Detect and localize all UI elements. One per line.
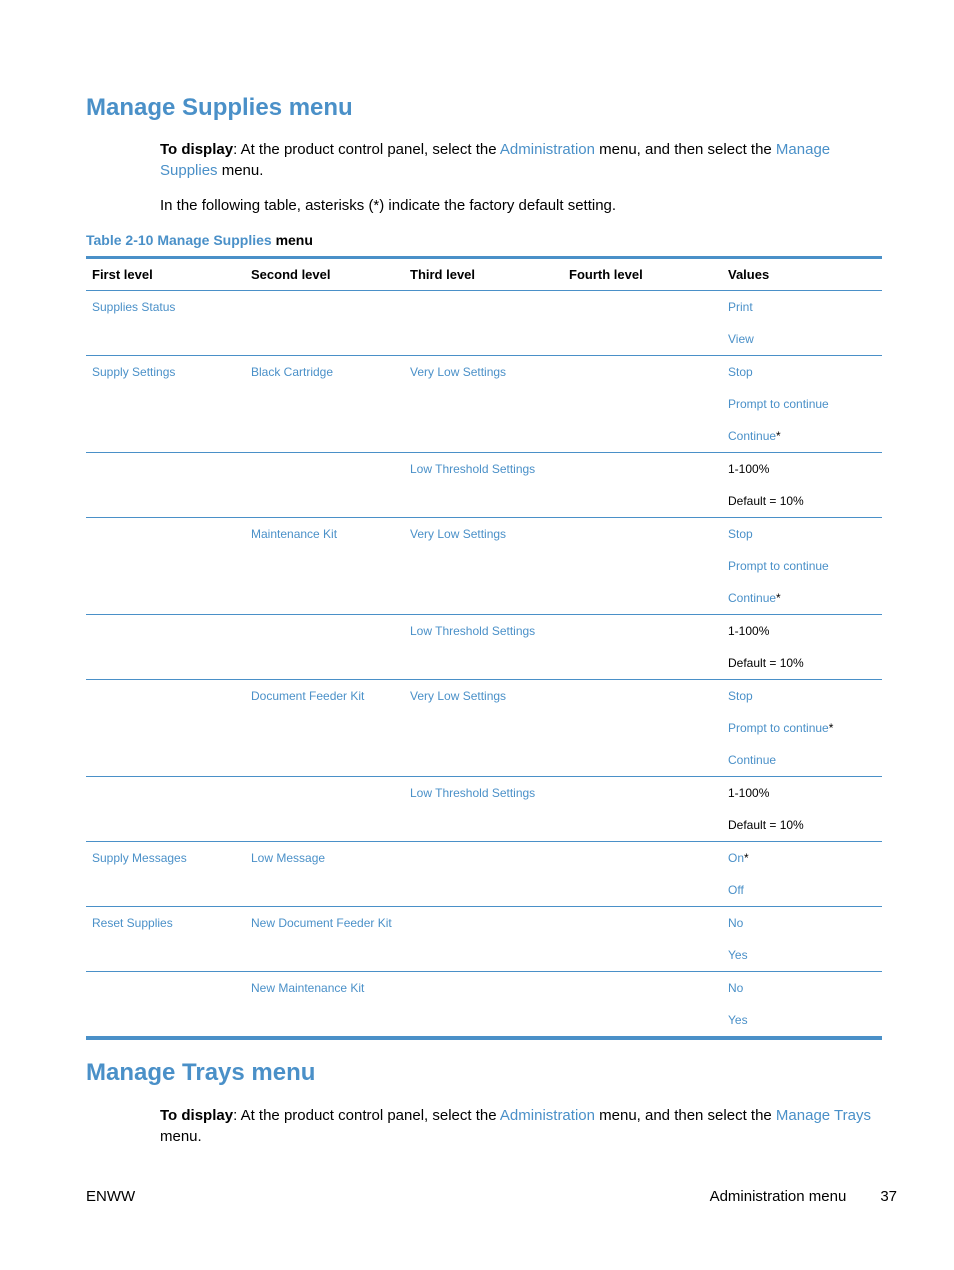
values-cell (722, 972, 882, 1039)
value-prompt-to-continue[interactable]: Prompt to continue (728, 397, 829, 411)
values-cell (722, 291, 882, 356)
text: menu. (160, 1128, 202, 1145)
text: : At the product control panel, select the (233, 141, 500, 158)
table-cell (404, 842, 563, 907)
value-off[interactable]: Off (728, 883, 744, 897)
footer-right (710, 1188, 897, 1205)
table-row (86, 356, 882, 453)
value-yes[interactable]: Yes (728, 948, 748, 962)
header-first-level: First level (86, 258, 245, 291)
section-title-manage-trays: Manage Trays menu (86, 1059, 316, 1086)
value-no[interactable]: No (728, 981, 744, 995)
value-view[interactable]: View (728, 332, 754, 346)
table-row (86, 453, 882, 518)
menu-item-supply-messages[interactable]: Supply Messages (86, 842, 245, 907)
footer-left: ENWW (86, 1188, 136, 1205)
table-cell (86, 453, 245, 518)
table-row (86, 907, 882, 972)
value-prompt-to-continue[interactable]: Prompt to continue (728, 721, 829, 735)
values-cell (722, 453, 882, 518)
menu-item-low-threshold-settings[interactable]: Low Threshold Settings (404, 453, 563, 518)
values-cell (722, 777, 882, 842)
value-continue[interactable]: Continue (728, 591, 777, 605)
header-values: Values (722, 258, 882, 291)
value-range: 1-100% (728, 786, 770, 800)
value-prompt-to-continue[interactable]: Prompt to continue (728, 559, 829, 573)
header-third-level: Third level (404, 258, 563, 291)
default-asterisk: * (828, 721, 834, 735)
footer-section: Administration menu (709, 1188, 847, 1205)
values-cell (722, 907, 882, 972)
administration-link[interactable]: Administration (499, 141, 595, 158)
default-asterisk: * (776, 591, 781, 605)
value-print[interactable]: Print (728, 300, 753, 314)
menu-item-low-message[interactable]: Low Message (245, 842, 404, 907)
to-display-paragraph-supplies (160, 139, 880, 181)
value-on[interactable]: On (728, 851, 745, 865)
value-stop[interactable]: Stop (728, 527, 753, 541)
section-title-manage-supplies: Manage Supplies menu (86, 94, 353, 121)
table-cell (245, 777, 404, 842)
table-cell (563, 615, 722, 680)
table-cell (404, 907, 563, 972)
text: : At the product control panel, select the (233, 1107, 500, 1124)
menu-item-supplies-status[interactable]: Supplies Status (86, 291, 245, 356)
text: menu, and then select the (594, 141, 776, 158)
table-cell (563, 972, 722, 1039)
default-note: In the following table, asterisks (*) indicate the factory default setting. (160, 197, 617, 214)
menu-item-very-low-settings[interactable]: Very Low Settings (404, 356, 563, 453)
value-default: Default = 10% (728, 818, 804, 832)
table-cell (563, 453, 722, 518)
menu-item-very-low-settings[interactable]: Very Low Settings (404, 680, 563, 777)
header-second-level: Second level (245, 258, 404, 291)
table-row (86, 291, 882, 356)
administration-link[interactable]: Administration (499, 1107, 595, 1124)
table-caption: Table 2-10 Manage Supplies menu (86, 232, 313, 248)
table-cell (563, 518, 722, 615)
value-continue[interactable]: Continue (728, 753, 777, 767)
menu-item-black-cartridge[interactable]: Black Cartridge (245, 356, 404, 453)
table-cell (86, 518, 245, 615)
value-continue[interactable]: Continue (728, 429, 777, 443)
value-default: Default = 10% (728, 494, 804, 508)
values-cell (722, 356, 882, 453)
page-number: 37 (880, 1188, 897, 1205)
table-cell (245, 615, 404, 680)
header-fourth-level: Fourth level (563, 258, 722, 291)
value-stop[interactable]: Stop (728, 365, 753, 379)
table-row (86, 777, 882, 842)
to-display-label: To display (160, 141, 234, 158)
values-cell (722, 518, 882, 615)
table-row (86, 518, 882, 615)
manage-supplies-link[interactable]: Manage Supplies (160, 141, 831, 179)
values-cell (722, 680, 882, 777)
menu-item-low-threshold-settings[interactable]: Low Threshold Settings (404, 777, 563, 842)
table-cell (563, 907, 722, 972)
menu-item-new-document-feeder-kit[interactable]: New Document Feeder Kit (245, 907, 404, 972)
table-cell (86, 680, 245, 777)
table-cell (245, 291, 404, 356)
value-default: Default = 10% (728, 656, 804, 670)
values-cell (722, 615, 882, 680)
table-cell (563, 777, 722, 842)
value-yes[interactable]: Yes (728, 1013, 748, 1027)
to-display-label: To display (160, 1107, 234, 1124)
table-row (86, 972, 882, 1039)
table-cell (404, 972, 563, 1039)
table-cell (404, 291, 563, 356)
table-row (86, 842, 882, 907)
table-cell (563, 842, 722, 907)
to-display-paragraph-trays (160, 1105, 880, 1147)
menu-item-document-feeder-kit[interactable]: Document Feeder Kit (245, 680, 404, 777)
table-cell (86, 615, 245, 680)
text: menu. (217, 162, 264, 179)
menu-item-supply-settings[interactable]: Supply Settings (86, 356, 245, 453)
default-asterisk: * (744, 851, 749, 865)
default-asterisk: * (776, 429, 781, 443)
table-cell (563, 356, 722, 453)
values-cell (722, 842, 882, 907)
menu-item-reset-supplies[interactable]: Reset Supplies (86, 907, 245, 972)
menu-item-low-threshold-settings[interactable]: Low Threshold Settings (404, 615, 563, 680)
manage-supplies-table (86, 256, 882, 1040)
value-stop[interactable]: Stop (728, 689, 753, 703)
value-range: 1-100% (728, 624, 770, 638)
menu-item-very-low-settings[interactable]: Very Low Settings (404, 518, 563, 615)
value-range: 1-100% (728, 462, 770, 476)
text: menu, and then select the (594, 1107, 776, 1124)
table-cell (563, 680, 722, 777)
table-row (86, 680, 882, 777)
menu-item-maintenance-kit[interactable]: Maintenance Kit (245, 518, 404, 615)
value-no[interactable]: No (728, 916, 744, 930)
table-row (86, 615, 882, 680)
table-cell (563, 291, 722, 356)
table-cell (86, 777, 245, 842)
menu-item-new-maintenance-kit[interactable]: New Maintenance Kit (245, 972, 404, 1039)
table-header-row (86, 258, 882, 291)
table-cell (245, 453, 404, 518)
manage-trays-link[interactable]: Manage Trays (775, 1107, 871, 1124)
table-cell (86, 972, 245, 1039)
